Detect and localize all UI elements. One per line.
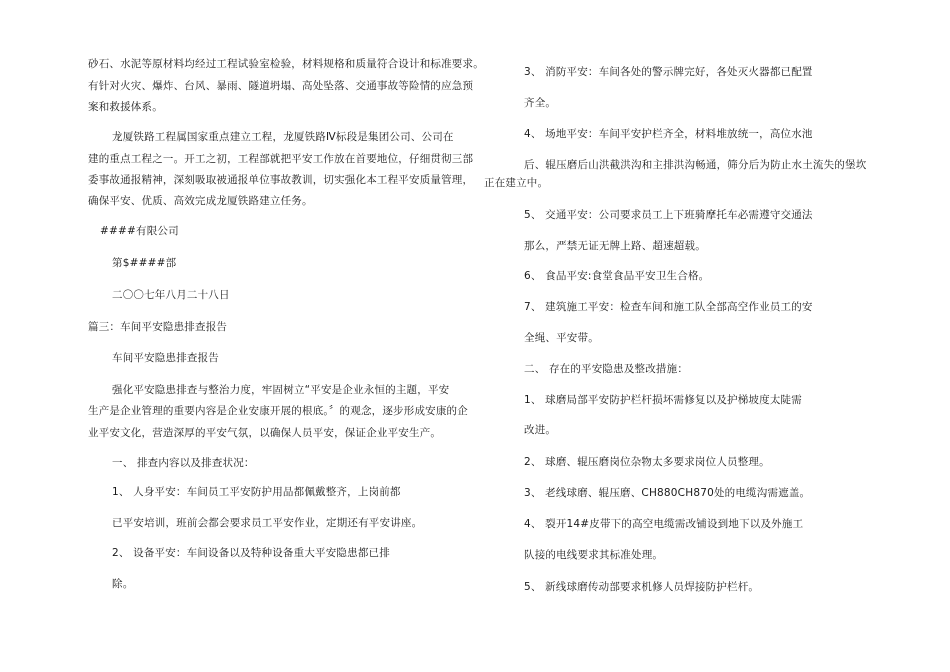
text-line: 有针对火灾、爆炸、台风、暴雨、隧道坍塌、高处坠落、交通事故等险情的应急预 — [88, 80, 474, 92]
text-line: 4、 场地平安：车间平安护栏齐全，材料堆放统一，高位水池 — [524, 128, 813, 140]
text-line: 2、 设备平安：车间设备以及特种设备重大平安隐患都已排 — [112, 547, 390, 559]
text-line: 4、 裂开14#皮带下的高空电缆需改铺设到地下以及外施工 — [524, 518, 804, 530]
text-line: 确保平安、优质、高效完成龙厦铁路建立任务。 — [88, 195, 313, 207]
text-line: 5、 新线球磨传动部要求机修人员焊接防护栏杆。 — [524, 581, 760, 593]
text-line: 队接的电线要求其标准处理。 — [524, 549, 664, 561]
text-line: 那么，严禁无证无牌上路、超速超载。 — [524, 240, 706, 252]
text-line: 建的重点工程之一。开工之初，工程部就把平安工作放在首要地位，仔细贯彻三部 — [88, 153, 474, 165]
text-line: 篇三：车间平安隐患排查报告 — [88, 321, 228, 333]
text-line: 3、 老线球磨、辊压磨、CH880CH870处的电缆沟需遮盖。 — [524, 487, 811, 499]
text-line: 强化平安隐患排查与整治力度，牢固树立“平安是企业永恒的主题，平安 — [112, 384, 450, 396]
text-line: 齐全。 — [524, 97, 557, 109]
text-line: 车间平安隐患排查报告 — [112, 352, 219, 364]
text-line: 二〇〇七年八月二十八日 — [112, 289, 230, 301]
text-line: 6、 食品平安:食堂食品平安卫生合格。 — [524, 270, 710, 282]
text-line: 砂石、水泥等原材料均经过工程试验室检验，材料规格和质量符合设计和标准要求。 — [88, 58, 484, 70]
text-line: 委事故通报精神，深刻吸取被通报单位事故教训，切实强化本工程平安质量管理， — [88, 174, 474, 186]
text-line: 生产是企业管理的重要内容是企业安康开展的根底。〞的观念，逐步形成安康的企 — [88, 405, 468, 417]
text-line: 龙厦铁路工程属国家重点建立工程，龙厦铁路Ⅳ标段是集团公司、公司在 — [112, 131, 454, 143]
text-line: 5、 交通平安：公司要求员工上下班骑摩托车必需遵守交通法 — [524, 209, 813, 221]
text-line: 除。 — [112, 578, 134, 590]
text-line: 改进。 — [524, 424, 557, 436]
text-line: 1、 球磨局部平安防护栏杆损坏需修复以及护梯坡度太陡需 — [524, 394, 802, 406]
text-line: 2、 球磨、辊压磨岗位杂物太多要求岗位人员整理。 — [524, 456, 770, 468]
text-line: 案和救援体系。 — [88, 101, 163, 113]
text-line: 第$####部 — [112, 257, 177, 269]
text-line: 后、辊压磨后山洪截洪沟和主排洪沟畅通，筛分后为防止水土流失的堡坎 — [524, 159, 867, 171]
text-line: 1、 人身平安：车间员工平安防护用品都佩戴整齐，上岗前都 — [112, 486, 401, 498]
text-line: 已平安培训，班前会都会要求员工平安作业，定期还有平安讲座。 — [112, 517, 423, 529]
text-line: 一、 排查内容以及排查状况： — [112, 457, 255, 469]
text-line: ####有限公司 — [100, 225, 179, 237]
text-line: 二、 存在的平安隐患及整改措施： — [524, 363, 689, 375]
text-line: 7、 建筑施工平安：检查车间和施工队全部高空作业员工的安 — [524, 301, 813, 313]
text-line: 全绳、平安带。 — [524, 332, 599, 344]
text-line: 正在建立中。 — [484, 177, 549, 189]
text-line: 业平安文化，营造深厚的平安气氛，以确保人员平安，保证企业平安生产。 — [88, 427, 442, 439]
text-line: 3、 消防平安：车间各处的警示牌完好，各处灭火器都已配置 — [524, 66, 813, 78]
